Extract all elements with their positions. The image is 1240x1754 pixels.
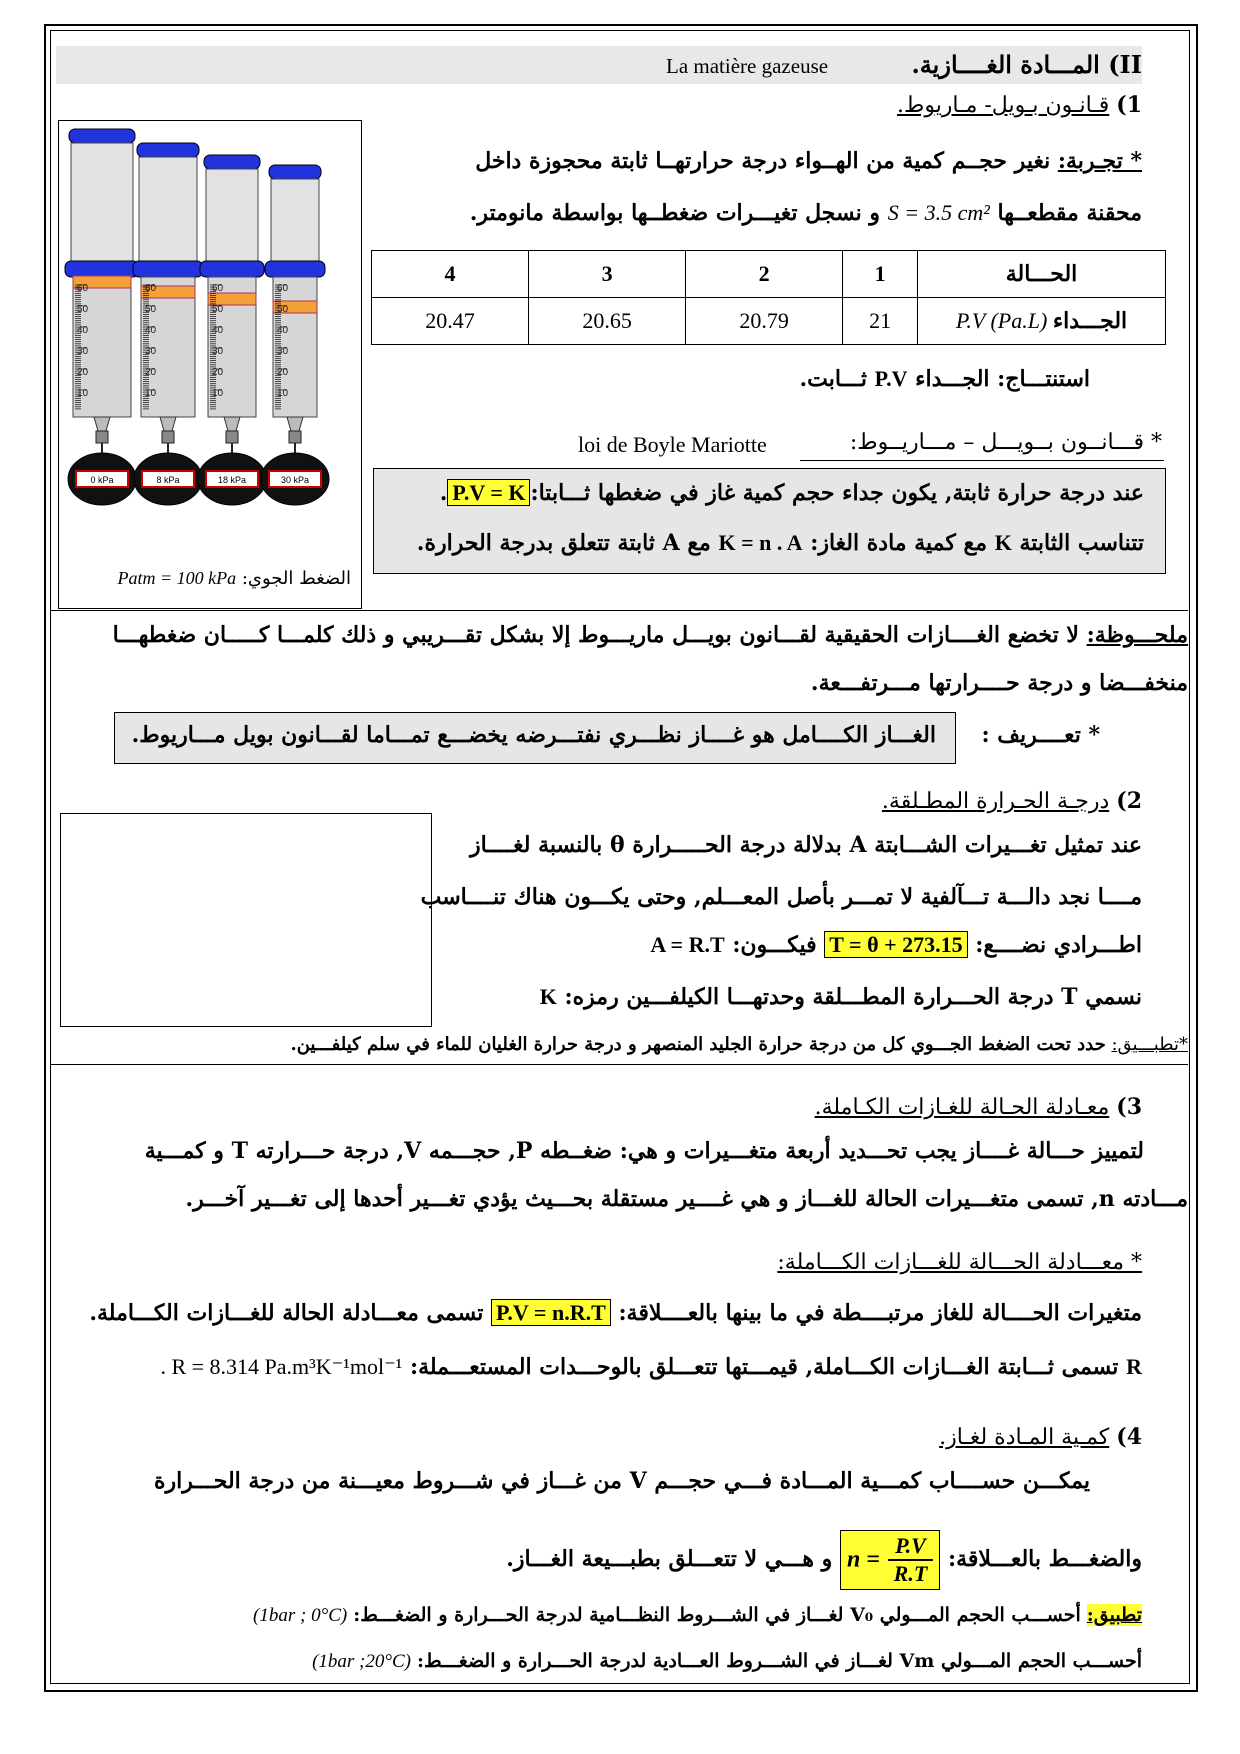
scale-label: 20: [145, 367, 157, 378]
fraction-numerator: P.V: [888, 1533, 934, 1561]
scale-label: 30: [77, 346, 89, 357]
scale-label: 40: [277, 325, 289, 336]
note-line1: [113, 622, 1188, 648]
s4-app2: [312, 1650, 1142, 1673]
syringe-nozzle: [226, 431, 238, 443]
exp-line2-a: محقنة مقطعــها: [997, 200, 1142, 226]
scale-label: 60: [277, 283, 289, 294]
scale-label: 30: [145, 346, 157, 357]
syringe-barrel-top: [271, 179, 319, 263]
plunger-cap: [137, 143, 199, 157]
syringes-figure: [58, 120, 362, 609]
section-title-ar: المـــادة الغــــازية.: [911, 50, 1100, 79]
table-value-row: [372, 298, 1166, 345]
law-box-line2-a: تتناسب الثابتة: [1019, 530, 1144, 556]
exp-line2: [470, 200, 1142, 226]
exp-label: * تجـربة:: [1057, 148, 1142, 174]
section-title: [911, 50, 1142, 79]
law-box-line1: عند درجة حرارة ثابتة, يكون جداء حجم كمية غاز في ضغطها ثـــابتا:P.V = K.: [439, 480, 1144, 506]
row-label-state: الحـــالة: [918, 251, 1166, 298]
amount-fraction: [888, 1533, 934, 1587]
s2-line3-c: A = R.T: [650, 932, 725, 957]
law-box-line1-text: عند درجة حرارة ثابتة, يكون جداء حجم كمية غاز في ضغطها ثـــابتا:: [530, 480, 1144, 506]
plunger-cap: [269, 165, 321, 179]
note-label: ملحـــوظة:: [1086, 622, 1188, 648]
col-4: 4: [372, 251, 529, 298]
s4-app1: [253, 1604, 1142, 1627]
s4-app1-text: أحســـب الحجم المـــولي V₀ لغـــاز في الشـــروط النظـــامية لدرجة الحـــرارة و الضغـــط:: [353, 1604, 1081, 1626]
scale-label: 20: [212, 367, 224, 378]
scale-label: 10: [277, 388, 289, 399]
s4-line2: [506, 1530, 1142, 1590]
graph-placeholder-box: [60, 813, 432, 1027]
syringe-tip: [287, 417, 303, 431]
scale-label: 60: [77, 283, 89, 294]
scale-label: 60: [212, 283, 224, 294]
s2-heading-num: 2): [1116, 788, 1142, 814]
scale-label: 40: [77, 325, 89, 336]
s3-eq-label-text: * معـــادلة الحـــالة للغـــازات الكـــاملة:: [777, 1250, 1142, 1275]
value-2: 20.79: [686, 298, 843, 345]
conclusion-a: استنتـــاج: الجـــداء: [915, 366, 1090, 392]
s1-heading-num: 1): [1116, 92, 1142, 118]
s1-heading-text: قـانـون بـويل- مـاريوط.: [896, 93, 1110, 118]
kelvin-symbol: K: [539, 984, 557, 1009]
s4-line1: يمكـــن حســــاب كمـــية المـــادة فـــي حجـــم V من غـــاز في شـــروط معيـــنة من درجة الحـــرارة: [154, 1468, 1090, 1494]
s3-heading-text: معـادلة الحـالة للغـازات الكـاملة.: [814, 1095, 1110, 1120]
law-fr: loi de Boyle Mariotte: [578, 432, 767, 457]
scale-label: 10: [145, 388, 157, 399]
law-box-line2-formula: K = n . A: [718, 530, 803, 555]
scale-label: 40: [145, 325, 157, 336]
syringes-illustration: [59, 121, 361, 608]
scale-label: 10: [212, 388, 224, 399]
scale-label: 60: [145, 283, 157, 294]
fraction-denominator: R.T: [893, 1561, 928, 1586]
s3-heading: [815, 1094, 1142, 1120]
s3-line3: [89, 1300, 1142, 1326]
plunger-cap: [69, 129, 135, 143]
r-value: R = 8.314 Pa.m³K⁻¹mol⁻¹ .: [160, 1354, 403, 1379]
amount-formula-lhs: n =: [846, 1546, 880, 1573]
s1-heading: [897, 92, 1142, 118]
s4-line2-a: والضغـــط بالعـــلاقة:: [947, 1546, 1142, 1572]
value-1: 21: [843, 298, 918, 345]
law-box-line2-c: مع كمية مادة الغاز:: [810, 530, 988, 556]
exp-line1: [475, 148, 1142, 174]
law-box-formula: P.V = K: [447, 479, 530, 506]
scale-label: 50: [277, 304, 289, 315]
atm-caption-ar: الضغط الجوي:: [241, 568, 351, 589]
s2-line4: [540, 984, 1142, 1010]
scale-label: 10: [77, 388, 89, 399]
section-title-fr: La matière gazeuse: [666, 54, 829, 78]
definition-text: الغـــاز الكــــامل هو غــــاز نظـــري نفتـــرضه يخضـــع تمـــاما لقـــانون بويل مـــاريوط.: [131, 722, 936, 748]
note-line1-text: لا تخضع الغــــازات الحقيقية لقـــانون بويـــل ماريـــوط إلا بشكل تقـــريبي و ذلك كلمـــا كـــــان ضغطهـــا: [112, 622, 1079, 648]
amount-formula: [840, 1530, 940, 1590]
scale-label: 30: [277, 346, 289, 357]
s2-line3-b: فيكـــون:: [732, 932, 817, 958]
scale-label: 20: [77, 367, 89, 378]
s2-line4-a: نسمي T درجة الحـــرارة المطـــلقة وحدتهـــا الكيلفـــين رمزه:: [564, 984, 1142, 1010]
manometer-reading: 18 kPa: [217, 475, 247, 485]
syringe-nozzle: [289, 431, 301, 443]
col-1: 1: [843, 251, 918, 298]
s3-heading-num: 3): [1116, 1094, 1142, 1120]
s3-line3-b: تسمى معـــادلة الحالة للغـــازات الكـــاملة.: [89, 1300, 484, 1326]
syringe-barrel-top: [71, 143, 133, 263]
s3-eq-label: [777, 1250, 1142, 1275]
conclusion-line: [799, 366, 1090, 392]
s2-application: [290, 1034, 1188, 1055]
s4-app-label: تطبيق:: [1086, 1604, 1142, 1626]
value-4: 20.47: [372, 298, 529, 345]
col-2: 2: [686, 251, 843, 298]
divider-1: [50, 610, 1188, 611]
exp-area-formula: S = 3.5 cm²: [887, 200, 990, 225]
plunger-cap: [204, 155, 260, 169]
s4-heading-text: كمـية المـادة لغـاز.: [939, 1425, 1110, 1450]
law-box-line2-e: مع A ثابتة تتعلق بدرجة الحرارة.: [416, 530, 711, 556]
scale-label: 50: [77, 304, 89, 315]
definition-label: * تعــــريف :: [981, 722, 1100, 748]
syringe-flange: [265, 261, 325, 277]
syringe-flange: [65, 261, 139, 277]
law-label: * قـــانــون بــويـــل – مـــاريــوط:: [849, 430, 1162, 455]
r-symbol: R: [1126, 1354, 1142, 1379]
note-line2: منخفـــضا و درجة حــــرارتها مـــرتفـــعة.: [810, 670, 1188, 696]
law-underline: [800, 460, 1164, 461]
scale-label: 50: [212, 304, 224, 315]
scale-label: 50: [145, 304, 157, 315]
manometer-reading: 30 kPa: [280, 475, 310, 485]
row-label-product: [918, 298, 1166, 345]
syringe-barrel-top: [139, 157, 197, 263]
value-3: 20.65: [529, 298, 686, 345]
law-box-line2-k: K: [994, 530, 1012, 555]
manometer-reading: 0 kPa: [90, 475, 114, 485]
exp-line2-b: و نسجل تغيـــرات ضغطــها بواسطة مانومتر.: [469, 200, 881, 226]
absolute-temp-formula: T = θ + 273.15: [824, 931, 967, 958]
col-3: 3: [529, 251, 686, 298]
s2-app-label: *تطبـــيق:: [1111, 1034, 1188, 1055]
table-header-row: [372, 251, 1166, 298]
conclusion-pv: P.V: [874, 366, 908, 391]
s3-line3-a: متغيرات الحــــالة للغاز مرتبــــطة في ما بينها بالعــــلاقة:: [618, 1300, 1142, 1326]
syringe-flange: [200, 261, 264, 277]
s2-line2: مــــا نجد دالـــة تـــآلفية لا تمـــر بأصل المعـــلم, وحتى يكـــون هناك تنــــاسب: [420, 884, 1142, 910]
s2-line1: عند تمثيل تغـــيرات الشـــابتة A بدلالة درجة الحـــــرارة θ بالنسبة لغــــاز: [469, 832, 1142, 858]
s4-line2-b: و هـــي لا تتعـــلق بطبـــيعة الغـــاز.: [506, 1546, 833, 1572]
row-label-product-ar: الجـــداء: [1052, 308, 1128, 333]
s2-app-text: حدد تحت الضغط الجـــوي كل من درجة حرارة الجليد المنصهر و درجة حرارة الغليان للماء في سلم كيلفـــين.: [290, 1034, 1106, 1055]
s4-app2-cond: (1bar ;20°C): [312, 1651, 411, 1672]
s3-line1: لتمييز حـــالة غــــاز يجب تحـــديد أربعة متغـــيرات و هي: ضغــطه P, حجـــمه V, درجة حـــرارته T و كمـــية: [144, 1138, 1144, 1164]
row-label-product-unit: P.V (Pa.L): [955, 308, 1048, 333]
s4-app2-text: أحســـب الحجم المـــولي Vm لغـــاز في الشـــروط العـــادية لدرجة الحـــرارة و الضغـــط:: [417, 1650, 1142, 1672]
s2-line3-a: اطـــرادي نضــــع:: [975, 932, 1142, 958]
law-box-line2: [417, 530, 1144, 556]
s2-heading-text: درجـة الحـرارة المطـلقة.: [881, 789, 1110, 814]
divider-2: [50, 1064, 1188, 1065]
s2-line3: [650, 932, 1142, 958]
s4-heading-num: 4): [1116, 1424, 1142, 1450]
syringe-nozzle: [96, 431, 108, 443]
syringe-barrel-top: [206, 169, 258, 263]
atm-caption-formula: Patm = 100 kPa: [117, 568, 237, 588]
s2-heading: [882, 788, 1142, 814]
scale-label: 30: [212, 346, 224, 357]
syringe-flange: [133, 261, 203, 277]
ideal-gas-formula: P.V = n.R.T: [491, 1299, 611, 1326]
measurement-table: [371, 250, 1166, 345]
syringe-nozzle: [162, 431, 174, 443]
s3-line4: [160, 1354, 1142, 1380]
s4-heading: [939, 1424, 1142, 1450]
syringe-tip: [94, 417, 110, 431]
s4-app1-cond: (1bar ; 0°C): [253, 1605, 348, 1626]
syringe-tip: [160, 417, 176, 431]
s3-line2: مـــادته n, تسمى متغـــيرات الحالة للغـــاز و هي غــــير مستقلة بحـــيث يؤدي تغـــير أحدها إلى تغـــير آخـــر.: [185, 1186, 1188, 1212]
section-number: II): [1108, 50, 1142, 79]
syringe-tip: [224, 417, 240, 431]
scale-label: 20: [277, 367, 289, 378]
s3-line4-b: تسمى ثـــابتة الغـــازات الكـــاملة, قيمـــتها تتعـــلق بالوحـــدات المستعـــملة:: [409, 1354, 1119, 1380]
exp-line1-text: نغير حجــم كمية من الهــواء درجة حرارتهــا ثابتة محجوزة داخل: [475, 148, 1051, 174]
conclusion-b: ثـــابت.: [799, 366, 867, 392]
scale-label: 40: [212, 325, 224, 336]
atm-caption: [117, 568, 351, 589]
manometer-reading: 8 kPa: [156, 475, 180, 485]
